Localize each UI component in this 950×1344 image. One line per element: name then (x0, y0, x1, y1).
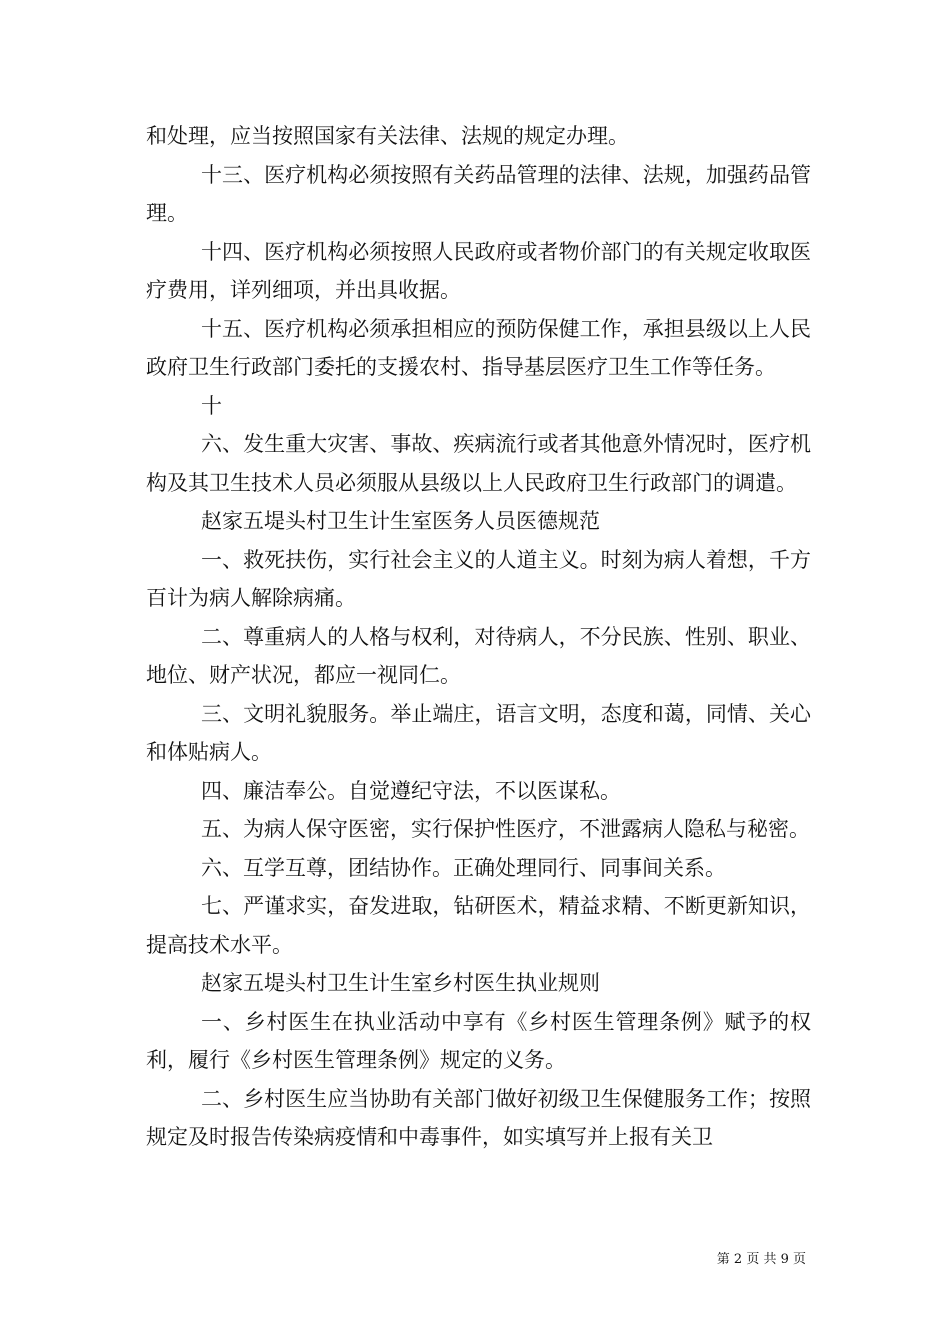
page-number-footer: 第 2 页 共 9 页 (716, 1252, 806, 1267)
paragraph-2: 十三、医疗机构必须按照有关药品管理的法律、法规，加强药品管理。 (146, 162, 811, 225)
section-heading-ethics: 赵家五堤头村卫生计生室医务人员医德规范 (201, 509, 600, 533)
paragraph-5: 十 (201, 393, 222, 418)
paragraph-9: 二、尊重病人的人格与权利，对待病人，不分民族、性别、职业、地位、财产状况，都应一视同仁。 (146, 624, 811, 687)
section-heading-practice-rules: 赵家五堤头村卫生计生室乡村医生执业规则 (201, 971, 600, 995)
paragraph-6: 六、发生重大灾害、事故、疾病流行或者其他意外情况时，医疗机构及其卫生技术人员必须服从县级以上人民政府卫生行政部门的调遣。 (146, 432, 811, 495)
paragraph-10: 三、文明礼貌服务。举止端庄，语言文明，态度和蔼，同情、关心和体贴病人。 (146, 701, 811, 764)
paragraph-14: 七、严谨求实，奋发进取，钻研医术，精益求精、不断更新知识，提高技术水平。 (146, 894, 811, 957)
paragraph-4: 十五、医疗机构必须承担相应的预防保健工作，承担县级以上人民政府卫生行政部门委托的支援农村、指导基层医疗卫生工作等任务。 (146, 316, 811, 379)
paragraph-17: 二、乡村医生应当协助有关部门做好初级卫生保健服务工作；按照规定及时报告传染病疫情和中毒事件，如实填写并上报有关卫 (146, 1086, 811, 1149)
paragraph-13: 六、互学互尊，团结协作。正确处理同行、同事间关系。 (201, 855, 726, 880)
paragraph-3: 十四、医疗机构必须按照人民政府或者物价部门的有关规定收取医疗费用，详列细项，并出具收据。 (146, 239, 811, 302)
paragraph-16: 一、乡村医生在执业活动中享有《乡村医生管理条例》赋予的权利，履行《乡村医生管理条例》规定的义务。 (146, 1009, 811, 1072)
paragraph-8: 一、救死扶伤，实行社会主义的人道主义。时刻为病人着想，千方百计为病人解除病痛。 (146, 547, 811, 610)
document-body (146, 117, 811, 1157)
paragraph-12: 五、为病人保守医密，实行保护性医疗，不泄露病人隐私与秘密。 (201, 817, 810, 841)
paragraph-11: 四、廉洁奉公。自觉遵纪守法，不以医谋私。 (201, 778, 621, 803)
paragraph-1: 和处理，应当按照国家有关法律、法规的规定办理。 (146, 124, 629, 148)
